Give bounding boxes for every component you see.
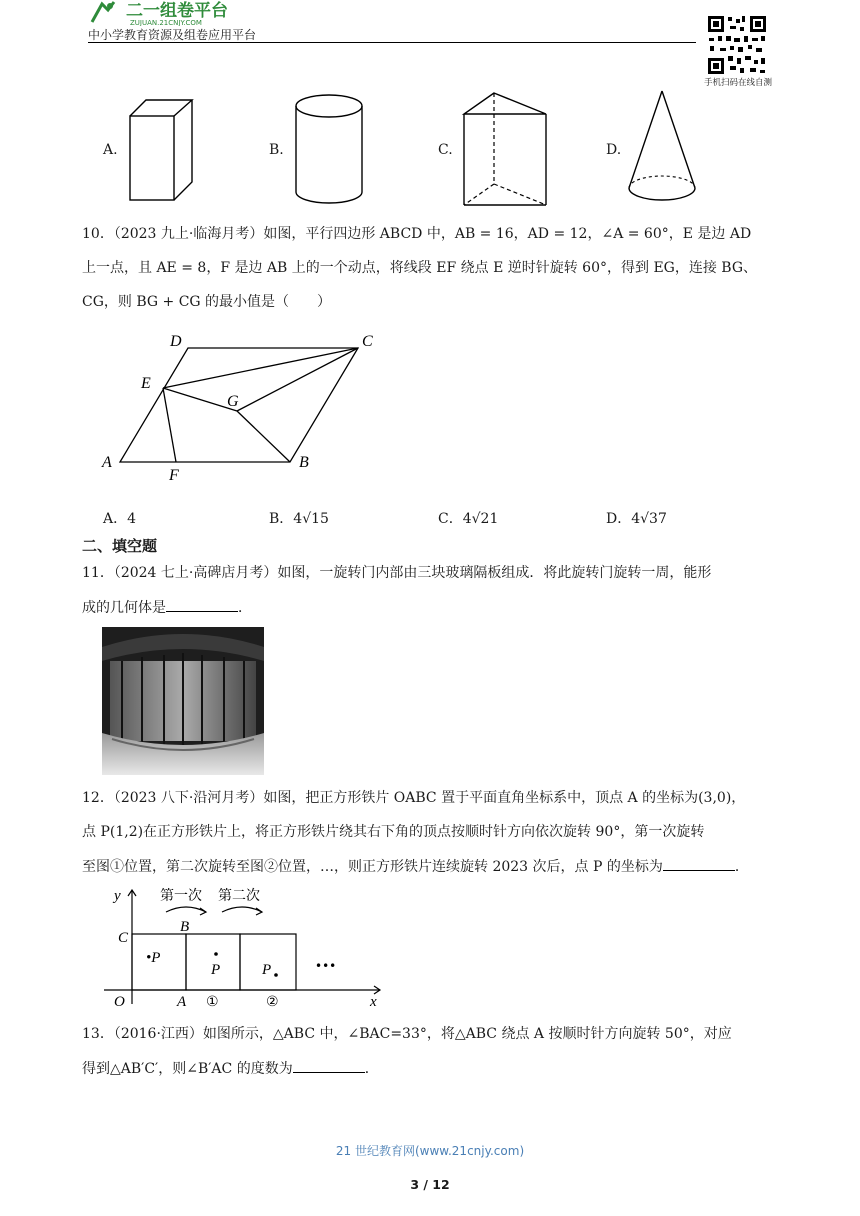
q11-line1: 11．（2024 七上·高碑店月考）如图，一旋转门内部由三块玻璃隔板组成．将此旋转门旋转一周，能形 [82, 565, 712, 581]
q9-cylinder-figure [292, 92, 366, 206]
q12-label-p2: P [211, 962, 221, 978]
q10-label-f: F [169, 467, 179, 484]
q12-label-first: 第一次 [160, 888, 202, 904]
q11-line2-text: 成的几何体是 [82, 600, 166, 616]
q13-answer-blank[interactable] [293, 1058, 365, 1073]
q10-option-b: B．4√15 [269, 511, 329, 527]
q10-option-c: C．4√21 [438, 511, 499, 527]
q12-label-p3: P [262, 962, 272, 978]
q12-answer-blank[interactable] [663, 856, 735, 871]
footer-source-link[interactable]: 21 世纪教育网(www.21cnjy.com) [335, 1144, 525, 1158]
site-logo [88, 0, 278, 26]
svg-text:二一组卷平台: 二一组卷平台 [126, 1, 228, 21]
q12-label-p1: •P [146, 950, 161, 966]
q10-label-b: B [299, 454, 309, 471]
header-subtitle: 中小学教育资源及组卷应用平台 [88, 28, 257, 42]
q10-line2: 上一点，且 AE = 8，F 是边 AB 上的一个动点，将线段 EF 绕点 E 逆时针旋转 60°，得到 EG，连接 BG、 [82, 260, 758, 276]
q9-cone-figure [626, 88, 698, 206]
q12-label-second: 第二次 [218, 888, 260, 904]
q12-label-circle2: ② [266, 994, 279, 1010]
page-number: 3 / 12 [410, 1177, 450, 1192]
q10-label-c: C [362, 333, 373, 350]
q10-option-a: A．4 [103, 511, 137, 527]
q10-parallelogram-figure [96, 326, 386, 486]
revolving-door-photo [102, 627, 264, 775]
q11-line2 [82, 597, 252, 618]
q12-line3 [82, 856, 749, 877]
q10-label-e: E [141, 375, 151, 392]
q13-line2-text: 得到△AB′C′，则∠B′AC 的度数为 [82, 1061, 293, 1077]
q10-option-d: D．4√37 [606, 511, 667, 527]
q11-line2-end: ． [238, 600, 252, 616]
header-divider [88, 42, 696, 43]
q10-label-d: D [170, 333, 182, 350]
q12-label-c: C [118, 930, 129, 946]
section-title-fill-blank: 二、填空题 [82, 537, 158, 555]
q13-line1: 13．（2016·江西）如图所示，△ABC 中，∠BAC=33°，将△ABC 绕点 A 按顺时针方向旋转 50°，对应 [82, 1026, 732, 1042]
q12-line3-end: ． [734, 859, 749, 875]
q12-label-dots: ••• [315, 959, 337, 973]
q12-label-x: x [370, 994, 377, 1010]
q9-option-d-label: D. [606, 142, 622, 158]
q12-label-o: O [114, 994, 125, 1010]
q13-line2-end: ． [364, 1061, 379, 1077]
q12-label-a: A [177, 994, 187, 1010]
qr-code-icon[interactable] [706, 14, 768, 76]
q9-cuboid-figure [126, 96, 196, 204]
q10-line1: 10．（2023 九上·临海月考）如图，平行四边形 ABCD 中，AB = 16，AD = 12，∠A = 60°，E 是边 AD [82, 226, 752, 242]
q12-line3-text: 至图①位置，第二次旋转至图②位置，…，则正方形铁片连续旋转 2023 次后，点 P 的坐标为 [82, 859, 663, 875]
q12-rotation-figure [100, 882, 390, 1010]
q12-label-y: y [114, 888, 121, 904]
q12-label-b: B [180, 919, 190, 935]
svg-text:ZUJUAN.21CNJY.COM: ZUJUAN.21CNJY.COM [130, 19, 202, 26]
q10-label-g: G [227, 393, 239, 410]
q9-option-c-label: C. [438, 142, 453, 158]
q10-label-a: A [102, 454, 112, 471]
q9-option-b-label: B. [269, 142, 284, 158]
q11-answer-blank[interactable] [166, 597, 238, 612]
q9-option-a-label: A. [103, 142, 118, 158]
q9-triangular-prism-figure [460, 90, 550, 208]
q13-line2 [82, 1058, 379, 1079]
q12-line1: 12．（2023 八下·沿河月考）如图，把正方形铁片 OABC 置于平面直角坐标系中，顶点 A 的坐标为(3,0)， [82, 790, 746, 806]
q12-label-circle1: ① [206, 994, 219, 1010]
q10-line3: CG，则 BG + CG 的最小值是（ ） [82, 294, 332, 310]
qr-caption: 手机扫码在线自测 [703, 78, 772, 88]
q12-line2: 点 P(1,2)在正方形铁片上，将正方形铁片绕其右下角的顶点按顺时针方向依次旋转 90°，第一次旋转 [82, 824, 705, 840]
